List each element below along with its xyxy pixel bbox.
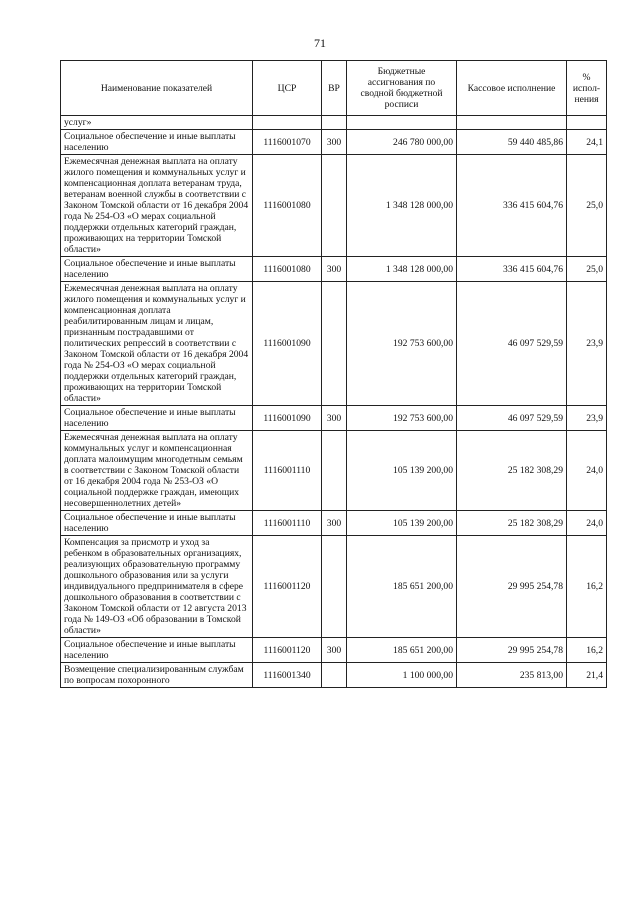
cell-csr: 1116001340	[253, 663, 322, 688]
cell-budget: 192 753 600,00	[347, 282, 457, 406]
cell-csr: 1116001090	[253, 406, 322, 431]
cell-vr	[322, 155, 347, 257]
cell-vr	[322, 116, 347, 130]
table-row	[61, 155, 607, 257]
cell-name: Возмещение специализированным службам по вопросам похоронного	[61, 663, 253, 688]
cell-name: Социальное обеспечение и иные выплаты населению	[61, 130, 253, 155]
header-exec: Кассовое исполнение	[457, 61, 567, 116]
cell-name: Социальное обеспечение и иные выплаты населению	[61, 638, 253, 663]
cell-name: Ежемесячная денежная выплата на оплату коммунальных услуг и компенсационная доплата малоимущим многодетным семьям в соответствии с Законом Томской области от 16 декабря 2004 года № 253-ОЗ «О социальной поддержке граждан, имеющих несовершеннолетних детей»	[61, 431, 253, 511]
table-row	[61, 511, 607, 536]
table-header-row	[61, 61, 607, 116]
cell-exec: 46 097 529,59	[457, 406, 567, 431]
cell-pct: 24,0	[567, 511, 607, 536]
cell-csr	[253, 116, 322, 130]
cell-exec: 29 995 254,78	[457, 638, 567, 663]
cell-budget	[347, 116, 457, 130]
cell-budget: 1 348 128 000,00	[347, 257, 457, 282]
cell-exec: 59 440 485,86	[457, 130, 567, 155]
cell-csr: 1116001120	[253, 536, 322, 638]
cell-name: Ежемесячная денежная выплата на оплату жилого помещения и коммунальных услуг и компенсационная доплата ветеранам труда, ветеранам военной службы в соответствии с Законом Томской области от 16 декабря 2004 года № 254-ОЗ «О мерах социальной поддержки отдельных категорий граждан, проживающих на территории Томской области»	[61, 155, 253, 257]
table-row	[61, 663, 607, 688]
cell-name: Социальное обеспечение и иные выплаты населению	[61, 511, 253, 536]
cell-vr: 300	[322, 406, 347, 431]
header-name: Наименование показателей	[61, 61, 253, 116]
cell-pct: 25,0	[567, 155, 607, 257]
table-row	[61, 536, 607, 638]
cell-csr: 1116001120	[253, 638, 322, 663]
cell-budget: 185 651 200,00	[347, 536, 457, 638]
cell-csr: 1116001070	[253, 130, 322, 155]
cell-exec: 25 182 308,29	[457, 511, 567, 536]
cell-exec	[457, 116, 567, 130]
cell-name: Компенсация за присмотр и уход за ребенком в образовательных организациях, реализующих образовательную программу дошкольного образования или за услуги индивидуального предпринимателя в сфере дошкольного образования в соответствии с Законом Томской области от 12 августа 2013 года № 149-ОЗ «Об образовании в Томской области»	[61, 536, 253, 638]
header-budget: Бюджетные ассигнования по сводной бюджетной росписи	[347, 61, 457, 116]
cell-vr: 300	[322, 638, 347, 663]
table-row	[61, 638, 607, 663]
cell-exec: 235 813,00	[457, 663, 567, 688]
cell-pct: 23,9	[567, 406, 607, 431]
table-body	[61, 116, 607, 688]
cell-vr: 300	[322, 511, 347, 536]
cell-csr: 1116001110	[253, 431, 322, 511]
cell-name: Социальное обеспечение и иные выплаты населению	[61, 406, 253, 431]
cell-csr: 1116001110	[253, 511, 322, 536]
cell-vr: 300	[322, 130, 347, 155]
cell-vr	[322, 282, 347, 406]
cell-csr: 1116001080	[253, 257, 322, 282]
cell-pct: 16,2	[567, 638, 607, 663]
cell-pct: 25,0	[567, 257, 607, 282]
table-row	[61, 257, 607, 282]
cell-exec: 336 415 604,76	[457, 257, 567, 282]
cell-exec: 25 182 308,29	[457, 431, 567, 511]
header-vr: ВР	[322, 61, 347, 116]
cell-pct: 23,9	[567, 282, 607, 406]
cell-budget: 192 753 600,00	[347, 406, 457, 431]
cell-pct	[567, 116, 607, 130]
cell-name: Социальное обеспечение и иные выплаты населению	[61, 257, 253, 282]
table-row	[61, 431, 607, 511]
cell-vr	[322, 431, 347, 511]
cell-csr: 1116001090	[253, 282, 322, 406]
table-row	[61, 406, 607, 431]
cell-vr	[322, 663, 347, 688]
page-number: 71	[314, 36, 326, 50]
cell-budget: 105 139 200,00	[347, 511, 457, 536]
cell-name: услуг»	[61, 116, 253, 130]
budget-execution-table	[60, 60, 607, 688]
cell-csr: 1116001080	[253, 155, 322, 257]
cell-pct: 21,4	[567, 663, 607, 688]
table-row	[61, 116, 607, 130]
cell-vr: 300	[322, 257, 347, 282]
header-csr: ЦСР	[253, 61, 322, 116]
cell-vr	[322, 536, 347, 638]
cell-exec: 336 415 604,76	[457, 155, 567, 257]
cell-pct: 16,2	[567, 536, 607, 638]
cell-budget: 185 651 200,00	[347, 638, 457, 663]
cell-budget: 105 139 200,00	[347, 431, 457, 511]
table-row	[61, 282, 607, 406]
cell-exec: 29 995 254,78	[457, 536, 567, 638]
cell-pct: 24,0	[567, 431, 607, 511]
cell-budget: 246 780 000,00	[347, 130, 457, 155]
cell-name: Ежемесячная денежная выплата на оплату жилого помещения и коммунальных услуг и компенсационная доплата реабилитированным лицам и лицам, признанным пострадавшими от политических репрессий в соответствии с Законом Томской области от 16 декабря 2004 года № 254-ОЗ «О мерах социальной поддержки отдельных категорий граждан, проживающих на территории Томской области»	[61, 282, 253, 406]
cell-budget: 1 348 128 000,00	[347, 155, 457, 257]
header-pct: % испол-нения	[567, 61, 607, 116]
cell-exec: 46 097 529,59	[457, 282, 567, 406]
cell-pct: 24,1	[567, 130, 607, 155]
cell-budget: 1 100 000,00	[347, 663, 457, 688]
table-row	[61, 130, 607, 155]
